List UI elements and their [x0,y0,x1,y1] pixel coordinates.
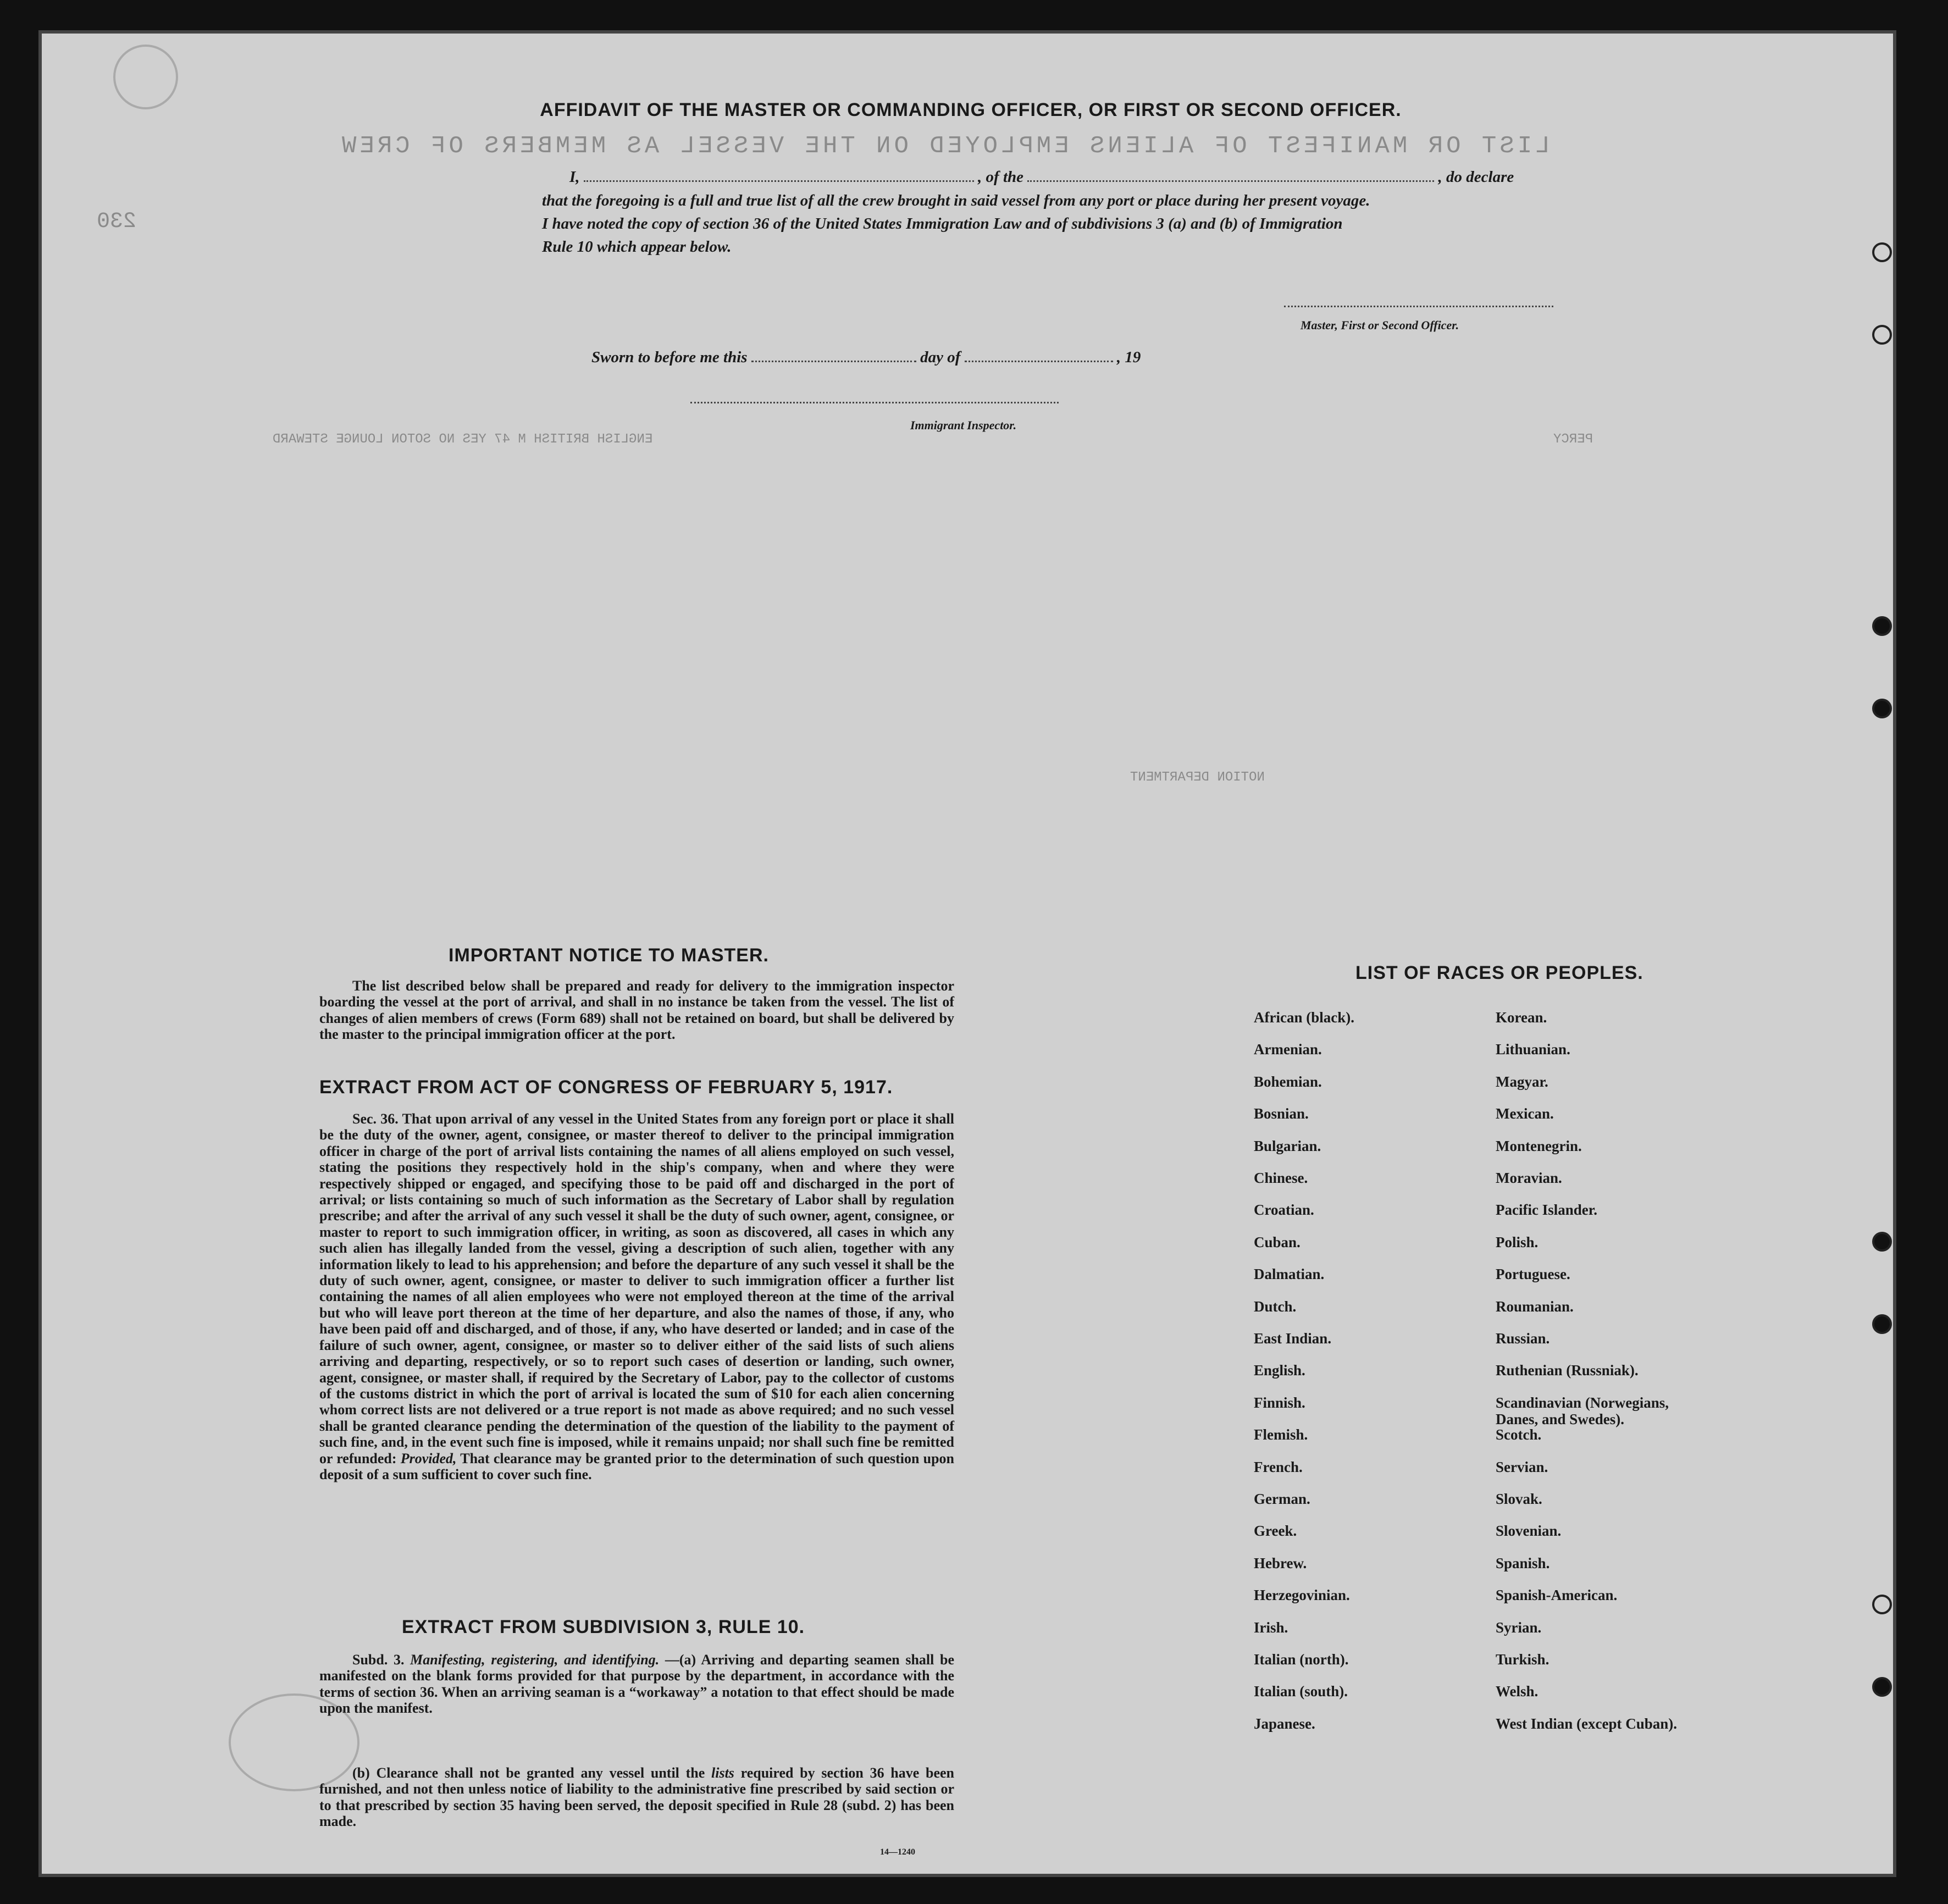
race-item: African (black). [1254,1009,1354,1026]
act-extract-title: EXTRACT FROM ACT OF CONGRESS OF FEBRUARY 5, 1917. [319,1077,893,1098]
race-item: Spanish. [1496,1554,1550,1571]
race-item: Magyar. [1496,1073,1548,1090]
race-item: Moravian. [1496,1170,1562,1186]
affidavit-title: AFFIDAVIT OF THE MASTER OR COMMANDING OFFICER, OR FIRST OR SECOND OFFICER. [540,99,1402,120]
binder-hole [1872,1232,1892,1252]
race-item: Pacific Islander. [1496,1202,1597,1219]
act-extract-text: Sec. 36. That upon arrival of any vessel in the United States from any foreign port or place it shall be the duty of the owner, agent, consignee, or master thereof to deliver to the principal immigration officer in charge of the port of arrival lists containing the names of all aliens employed on such vessel, stating the positions they respectively hold in the ship's company, when and where they were respectively shipped or engaged, and specifying those to be paid off and discharged in the port of arrival; or lists containing so much of such information as the Secretary of Labor shall by regulation prescribe; and after the arrival of any such vessel it shall be the duty of such owner, agent, consignee, or master to report to such immigration officer, in writing, as soon as discovered, all cases in which any such alien has illegally landed from the vessel, giving a description of such alien, together with any information likely to lead to his apprehension; and before the departure of any such vessel it shall be the duty of such owner, agent, consignee, or master to deliver to such immigration officer a further list containing the names of all alien employees who were not employed thereon at the time of the arrival but who will leave port thereon at the time of her departure, and also the names of those, if any, who have been paid off and discharged, and of those, if any, who have deserted or landed; and in case of the failure of such owner, agent, consignee, or master so to deliver either of the said lists of such aliens arriving and departing, respectively, or so to report such cases of desertion or landing, such owner, agent, consignee, or master shall, if required by the Secretary of Labor, pay to the collector of customs of the customs district in which the port of arrival is located the sum of $10 for each alien concerning whom correct lists are not delivered or a true report is not made as above required; and no such vessel shall be granted clearance pending the determination of the question of the liability to the payment of such fine, and, in the event such fine is imposed, while it remains unpaid; nor shall such fine be remitted or refunded: Provided, That clearance may be granted prior to the determination of such question upon deposit of a sum sufficient to cover such fine. [319,1111,955,1482]
race-item: Bulgarian. [1254,1137,1321,1154]
race-item: Croatian. [1254,1202,1314,1219]
race-item: Welsh. [1496,1683,1539,1700]
race-item: Spanish-American. [1496,1587,1618,1604]
race-item: Ruthenian (Russniak). [1496,1362,1639,1379]
race-item: Slovenian. [1496,1523,1562,1540]
race-item: Dalmatian. [1254,1266,1325,1283]
race-item: Syrian. [1496,1619,1542,1636]
name-blank [584,180,974,182]
inspector-label: Immigrant Inspector. [910,418,1017,432]
race-item: Flemish. [1254,1426,1308,1443]
race-item: Italian (south). [1254,1683,1348,1700]
vessel-blank [1027,180,1434,182]
race-item: French. [1254,1458,1303,1475]
sworn-month-blank [965,361,1113,362]
race-item: Portuguese. [1496,1266,1570,1283]
race-item: Chinese. [1254,1170,1308,1186]
master-signature-blank [1284,306,1553,307]
race-item: Greek. [1254,1523,1297,1540]
race-item: Korean. [1496,1009,1547,1026]
binder-hole [1872,242,1892,262]
race-item: Servian. [1496,1458,1548,1475]
race-item: Herzegovinian. [1254,1587,1350,1604]
race-item: Japanese. [1254,1715,1315,1732]
notice-text: The list described below shall be prepared and ready for delivery to the immigration inspector boarding the vessel at the port of arrival, and shall in no instance be taken from the vessel. The list of changes of alien members of crews (Form 689) shall not be retained on board, but shall be delivered by the master to the principal immigration officer at the port. [319,978,954,1043]
affidavit-line-4: Rule 10 which appear below. [542,238,732,256]
race-item: West Indian (except Cuban). [1496,1715,1678,1732]
race-item: English. [1254,1362,1305,1379]
sworn-line: Sworn to before me this day of , 19 [591,348,1141,366]
race-item: Hebrew. [1254,1554,1307,1571]
affidavit-line-1: I, , of the , do declare [569,168,1514,186]
race-item: Scandinavian (Norwegians, Danes, and Swedes). [1496,1394,1669,1427]
binder-hole [1872,1595,1892,1614]
show-through-side-number: 230 [97,209,137,234]
race-item: Russian. [1496,1330,1550,1347]
race-item: Italian (north). [1254,1651,1349,1668]
show-through-row: ENGLISH BRITISH M 47 YES NO SOTON LOUNGE STEWARD [273,432,653,447]
race-item: Roumanian. [1496,1298,1574,1315]
race-item: Lithuanian. [1496,1041,1570,1058]
rule-extract-title: EXTRACT FROM SUBDIVISION 3, RULE 10. [402,1617,805,1637]
section-label: Sec. 36. [352,1111,399,1127]
race-item: Mexican. [1496,1105,1554,1122]
race-item: Cuban. [1254,1233,1300,1250]
show-through-row: PERCY [1553,432,1593,447]
race-item: Polish. [1496,1233,1539,1250]
binder-hole [1872,699,1892,718]
race-item: Slovak. [1496,1491,1542,1507]
binder-hole [1872,325,1892,345]
race-item: Armenian. [1254,1041,1322,1058]
race-item: East Indian. [1254,1330,1332,1347]
race-item: Turkish. [1496,1651,1549,1668]
form-number: 14—1240 [880,1847,915,1857]
master-label: Master, First or Second Officer. [1300,318,1459,332]
affidavit-line-2: that the foregoing is a full and true list of all the crew brought in said vessel from any port or place during her present voyage. [542,192,1370,209]
race-item: Montenegrin. [1496,1137,1582,1154]
rule-extract-text-a: Subd. 3. Manifesting, registering, and identifying. —(a) Arriving and departing seamen shall be manifested on the blank forms provided for that purpose by the department, in accordance with the terms of section 36. When an arriving seaman is a “workaway” a notation to that effect should be made upon the manifest. [319,1652,955,1717]
race-item: Bosnian. [1254,1105,1309,1122]
binder-hole [1872,1677,1892,1697]
show-through-row: NOTION DEPARTMENT [1130,770,1265,785]
notice-title: IMPORTANT NOTICE TO MASTER. [449,945,769,966]
inspector-signature-blank [690,402,1059,403]
race-item: German. [1254,1491,1310,1507]
binder-hole [1872,1314,1892,1334]
races-title: LIST OF RACES OR PEOPLES. [1355,962,1643,983]
show-through-header: LIST OR MANIFEST OF ALIENS EMPLOYED ON THE VESSEL AS MEMBERS OF CREW [339,132,1550,160]
manifest-page [38,30,1896,1877]
sworn-day-blank [751,361,916,362]
race-item: Irish. [1254,1619,1288,1636]
race-item: Dutch. [1254,1298,1297,1315]
affidavit-line-3: I have noted the copy of section 36 of the United States Immigration Law and of subdivisions 3 (a) and (b) of Immigration [542,215,1343,233]
race-item: Scotch. [1496,1426,1542,1443]
race-item: Bohemian. [1254,1073,1322,1090]
race-item: Finnish. [1254,1394,1305,1411]
rule-extract-text-b: (b) Clearance shall not be granted any vessel until the lists required by section 36 have been furnished, and not then unless notice of liability to the administrative fine prescribed by said section or to that prescribed by section 35 having been served, the deposit specified in Rule 28 (subd. 2) has been made. [319,1765,955,1830]
binder-hole [1872,616,1892,636]
